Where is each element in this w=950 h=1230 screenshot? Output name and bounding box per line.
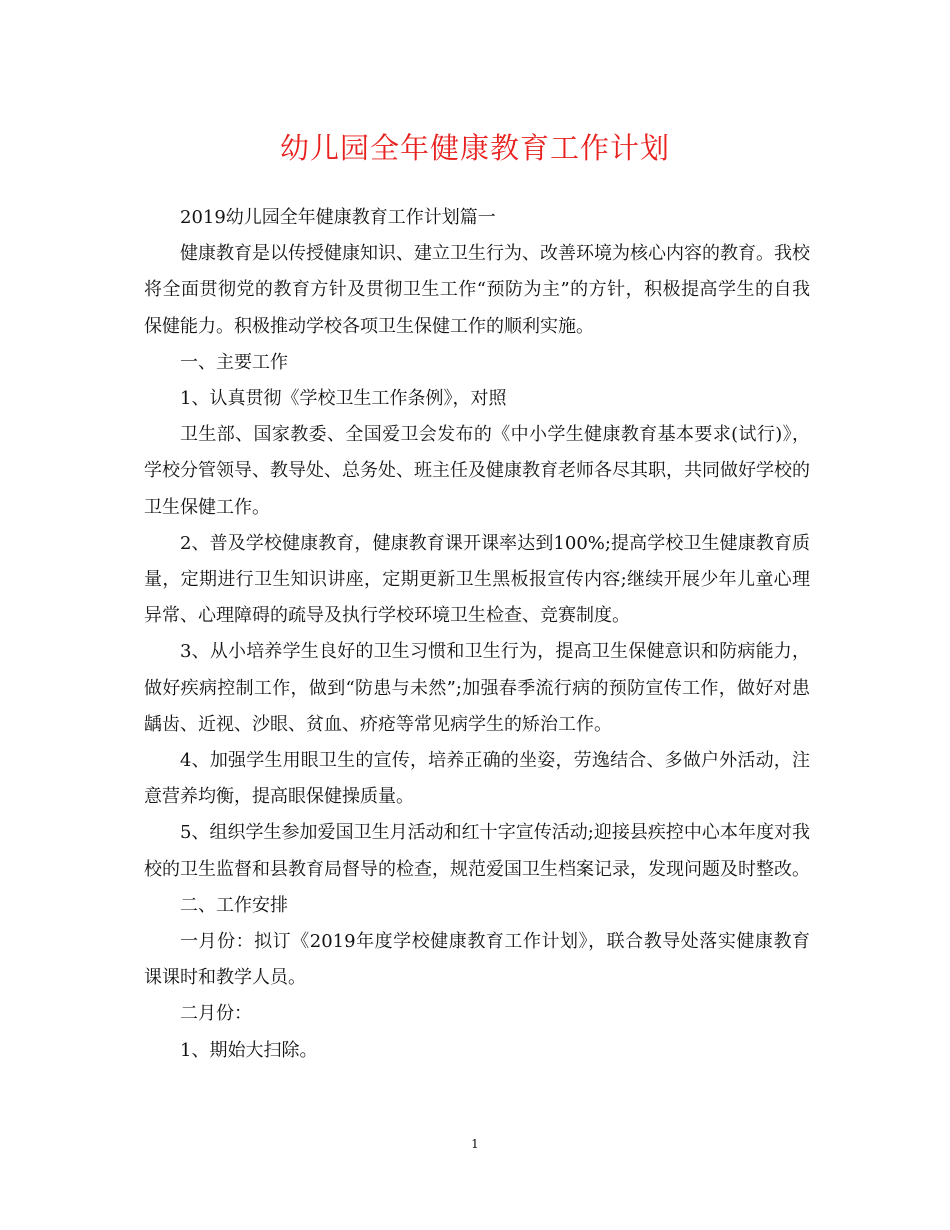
schedule-february-item-1: 1、期始大扫除。: [180, 1039, 318, 1061]
document-title: 幼儿园全年健康教育工作计划: [279, 131, 670, 165]
document-body: [144, 200, 810, 1069]
work-item-4: 4、加强学生用眼卫生的宣传，培养正确的坐姿，劳逸结合、多做户外活动，注意营养均衡，提高眼保健操质量。: [144, 750, 810, 808]
section-heading-main-work: 一、主要工作: [180, 351, 288, 373]
work-item-1-detail: 卫生部、国家教委、全国爱卫会发布的《中小学生健康教育基本要求(试行)》，学校分管领导、教导处、总务处、班主任及健康教育老师各尽其职，共同做好学校的卫生保健工作。: [144, 424, 810, 518]
work-item-5: 5、组织学生参加爱国卫生月活动和红十字宣传活动;迎接县疾控中心本年度对我校的卫生监督和县教育局督导的检查，规范爱国卫生档案记录，发现问题及时整改。: [144, 822, 810, 880]
page-number: 1: [471, 1137, 479, 1151]
work-item-3: 3、从小培养学生良好的卫生习惯和卫生行为，提高卫生保健意识和防病能力，做好疾病控制工作，做到“防患与未然”;加强春季流行病的预防宣传工作，做好对患龋齿、近视、沙眼、贫血、疥疮等常见病学生的矫治工作。: [144, 641, 810, 735]
subtitle-paragraph: 2019幼儿园全年健康教育工作计划篇一: [180, 207, 496, 228]
work-item-2: 2、普及学校健康教育，健康教育课开课率达到100%;提高学校卫生健康教育质量，定期进行卫生知识讲座，定期更新卫生黑板报宣传内容;继续开展少年儿童心理异常、心理障碍的疏导及执行学校环境卫生检查、竞赛制度。: [144, 532, 810, 627]
section-heading-schedule: 二、工作安排: [180, 894, 288, 916]
schedule-february: 二月份：: [180, 1003, 252, 1025]
work-item-1: 1、认真贯彻《学校卫生工作条例》，对照: [180, 388, 507, 410]
schedule-january: 一月份：拟订《2019年度学校健康教育工作计划》，联合教导处落实健康教育课课时和教学人员。: [144, 931, 810, 989]
intro-paragraph: 健康教育是以传授健康知识、建立卫生行为、改善环境为核心内容的教育。我校将全面贯彻党的教育方针及贯彻卫生工作“预防为主”的方针，积极提高学生的自我保健能力。积极推动学校各项卫生保健工作的顺利实施。: [144, 243, 810, 337]
